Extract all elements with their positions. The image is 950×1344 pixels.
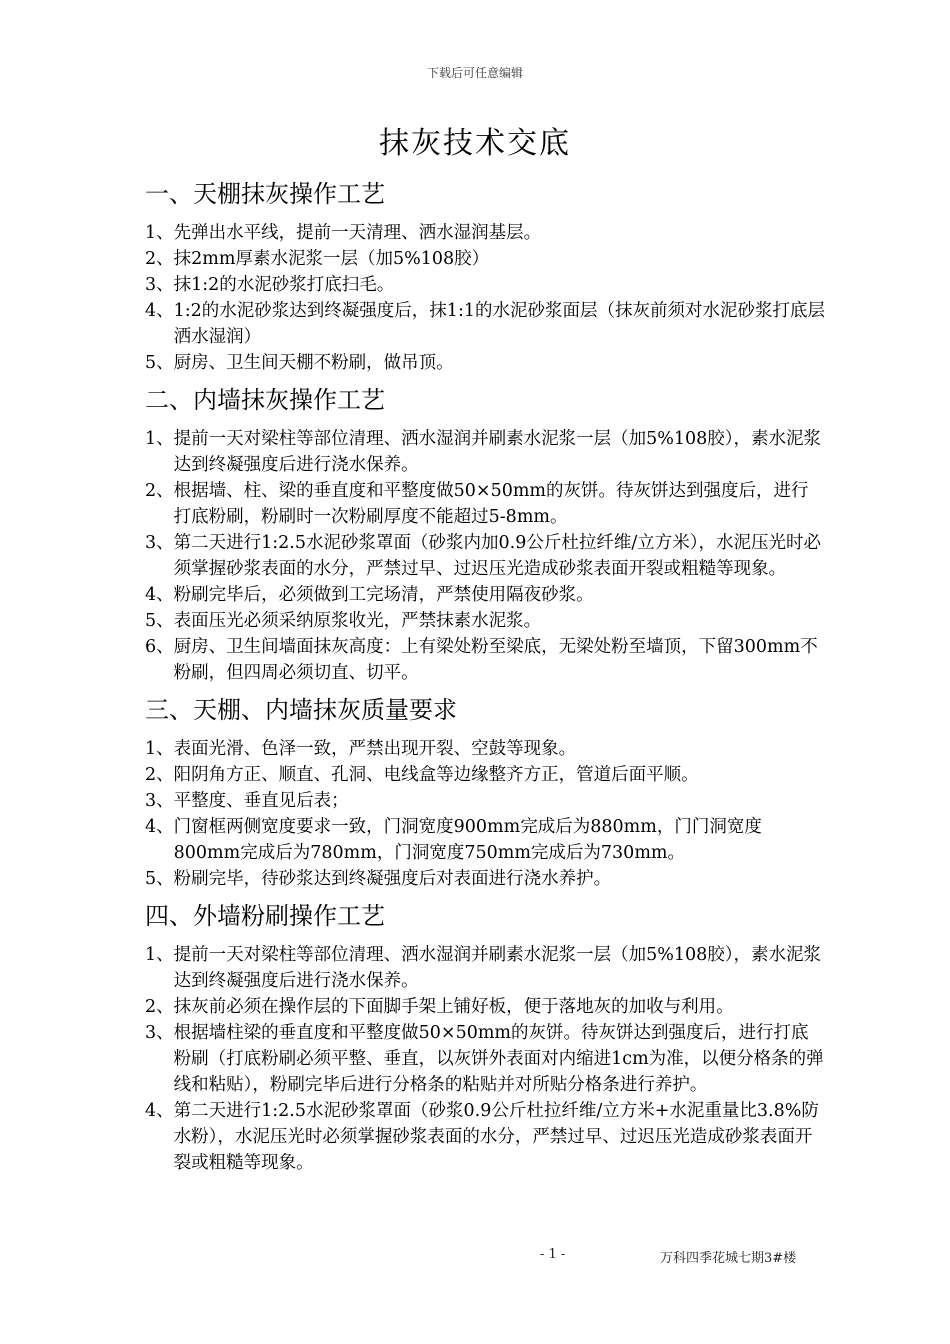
list-item — [145, 272, 825, 298]
section-title: 二、内墙抹灰操作工艺 — [145, 386, 385, 414]
item-text: 表面压光必须采纳原浆收光，严禁抹素水泥浆。 — [173, 611, 542, 631]
item-text: 阳阴角方正、顺直、孔洞、电线盒等边缘整齐方正，管道后面平顺。 — [173, 765, 699, 785]
list-item — [145, 634, 825, 686]
section-title: 一、天棚抹灰操作工艺 — [145, 180, 385, 208]
item-number: 2、 — [145, 765, 174, 785]
item-number: 5、 — [145, 869, 174, 889]
page-header: 下载后可任意编辑 — [426, 66, 523, 80]
item-text: 根据墙柱梁的垂直度和平整度做50×50mm的灰饼。待灰饼达到强度后，进行打底粉刷（打底粉刷必须平整、垂直，以灰饼外表面对内缩进1cm为准，以便分格条的弹线和粘贴），粉刷完毕后进行分格条的粘贴并对所贴分格条进行养护。 — [173, 1023, 824, 1095]
item-number: 1、 — [145, 223, 174, 243]
item-number: 4、 — [145, 817, 174, 837]
section-title: 四、外墙粉刷操作工艺 — [145, 902, 385, 930]
section — [145, 896, 825, 1176]
item-number: 1、 — [145, 945, 174, 965]
item-text: 先弹出水平线，提前一天清理、洒水湿润基层。 — [173, 223, 542, 243]
item-text: 粉刷完毕后，必须做到工完场清，严禁使用隔夜砂浆。 — [173, 585, 594, 605]
item-number: 3、 — [145, 1023, 174, 1043]
list-item — [145, 994, 825, 1020]
list-item — [145, 298, 825, 350]
item-text: 提前一天对梁柱等部位清理、洒水湿润并刷素水泥浆一层（加5%108胶），素水泥浆达到终凝强度后进行浇水保养。 — [173, 429, 822, 475]
list-item — [145, 1020, 825, 1098]
list-item — [145, 246, 825, 272]
item-number: 5、 — [145, 353, 174, 373]
item-number: 1、 — [145, 739, 174, 759]
item-text: 根据墙、柱、梁的垂直度和平整度做50×50mm的灰饼。待灰饼达到强度后，进行打底粉刷，粉刷时一次粉刷厚度不能超过5-8mm。 — [173, 481, 809, 527]
item-number: 4、 — [145, 301, 174, 321]
list-item — [145, 608, 825, 634]
item-number: 6、 — [145, 637, 174, 657]
list-item — [145, 866, 825, 892]
list-item — [145, 736, 825, 762]
list-item — [145, 582, 825, 608]
item-text: 提前一天对梁柱等部位清理、洒水湿润并刷素水泥浆一层（加5%108胶），素水泥浆达到终凝强度后进行浇水保养。 — [173, 945, 822, 991]
item-text: 第二天进行1:2.5水泥砂浆罩面（砂浆内加0.9公斤杜拉纤维/立方米），水泥压光时必须掌握砂浆表面的水分，严禁过早、过迟压光造成砂浆表面开裂或粗糙等现象。 — [173, 533, 821, 579]
document-body — [145, 174, 825, 1180]
list-item — [145, 478, 825, 530]
item-number: 1、 — [145, 429, 174, 449]
item-number: 2、 — [145, 249, 174, 269]
list-item — [145, 1098, 825, 1176]
item-text: 第二天进行1:2.5水泥砂浆罩面（砂浆0.9公斤杜拉纤维/立方米+水泥重量比3.8%防水粉），水泥压光时必须掌握砂浆表面的水分，严禁过早、过迟压光造成砂浆表面开裂或粗糙等现象。 — [173, 1101, 819, 1173]
project-name: 万科四季花城七期3#楼 — [660, 1251, 797, 1266]
item-number: 4、 — [145, 585, 174, 605]
item-text: 抹灰前必须在操作层的下面脚手架上铺好板，便于落地灰的加收与利用。 — [173, 997, 734, 1017]
item-text: 厨房、卫生间天棚不粉刷，做吊顶。 — [173, 353, 454, 373]
list-item — [145, 530, 825, 582]
item-text: 厨房、卫生间墙面抹灰高度：上有梁处粉至梁底，无梁处粉至墙顶，下留300mm不粉刷，但四周必须切直、切平。 — [173, 637, 818, 683]
item-text: 1:2的水泥砂浆达到终凝强度后，抹1:1的水泥砂浆面层（抹灰前须对水泥砂浆打底层洒水湿润） — [173, 301, 825, 347]
item-text: 门窗框两侧宽度要求一致，门洞宽度900mm完成后为880mm，门门洞宽度800mm完成后为780mm，门洞宽度750mm完成后为730mm。 — [173, 817, 762, 863]
list-item — [145, 788, 825, 814]
list-item — [145, 350, 825, 376]
item-text: 抹2mm厚素水泥浆一层（加5%108胶） — [173, 249, 490, 269]
list-item — [145, 762, 825, 788]
item-text: 平整度、垂直见后表； — [173, 791, 349, 811]
item-number: 3、 — [145, 533, 174, 553]
item-number: 3、 — [145, 791, 174, 811]
document-title: 抹灰技术交底 — [379, 126, 571, 161]
item-text: 抹1:2的水泥砂浆打底扫毛。 — [173, 275, 395, 295]
section — [145, 380, 825, 686]
item-number: 3、 — [145, 275, 174, 295]
item-text: 粉刷完毕，待砂浆达到终凝强度后对表面进行浇水养护。 — [173, 869, 612, 889]
list-item — [145, 426, 825, 478]
page-number: - 1 - — [540, 1247, 566, 1262]
item-number: 5、 — [145, 611, 174, 631]
item-number: 2、 — [145, 481, 174, 501]
section — [145, 690, 825, 892]
item-text: 表面光滑、色泽一致，严禁出现开裂、空鼓等现象。 — [173, 739, 577, 759]
item-number: 2、 — [145, 997, 174, 1017]
list-item — [145, 814, 825, 866]
item-number: 4、 — [145, 1101, 174, 1121]
list-item — [145, 942, 825, 994]
section-title: 三、天棚、内墙抹灰质量要求 — [145, 696, 457, 724]
list-item — [145, 220, 825, 246]
section — [145, 174, 825, 376]
